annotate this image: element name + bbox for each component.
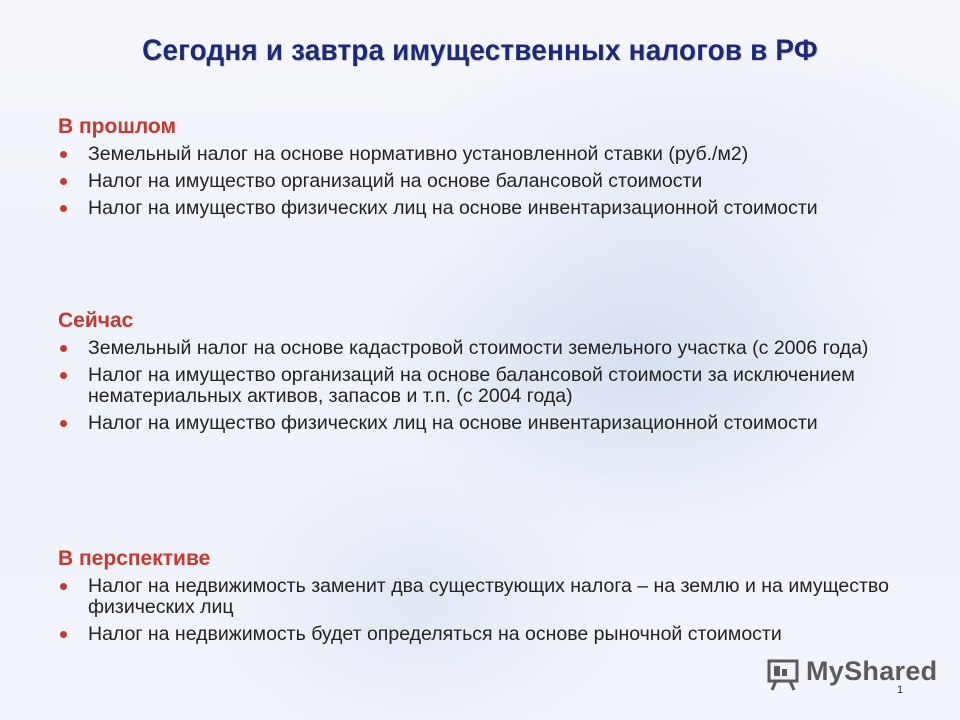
page-number: 1 <box>897 684 904 696</box>
bullet-icon <box>60 151 67 158</box>
bullet-icon <box>60 345 67 352</box>
section-now <box>58 308 918 440</box>
list-item <box>58 576 918 618</box>
list-item-text: Земельный налог на основе нормативно установленной ставки (руб./м2) <box>88 143 749 165</box>
list-item <box>58 198 918 219</box>
list-item-text: Налог на имущество физических лиц на основе инвентаризационной стоимости <box>88 412 818 434</box>
list-item-text: Налог на недвижимость заменит два существующих налога – на землю и на имущество физических лиц <box>88 575 889 618</box>
bullet-icon <box>60 583 67 590</box>
list-item-text: Земельный налог на основе кадастровой стоимости земельного участка (с 2006 года) <box>88 337 869 359</box>
watermark-text: MyShared <box>806 656 938 686</box>
list-item <box>58 171 918 192</box>
bullet-icon <box>60 178 67 185</box>
bullet-list <box>58 144 918 219</box>
presentation-board-icon <box>766 658 800 692</box>
list-item <box>58 365 918 407</box>
list-item-text: Налог на имущество организаций на основе балансовой стоимости за исключением нематериальных активов, запасов и т.п. (с 2004 года) <box>88 364 855 407</box>
bullet-icon <box>60 205 67 212</box>
list-item-text: Налог на имущество физических лиц на основе инвентаризационной стоимости <box>88 197 818 219</box>
list-item-text: Налог на недвижимость будет определяться на основе рыночной стоимости <box>88 623 782 645</box>
bullet-icon <box>60 372 67 379</box>
section-heading: В прошлом <box>58 115 176 138</box>
section-heading: В перспективе <box>58 547 211 570</box>
bullet-list <box>58 576 918 645</box>
list-item <box>58 413 918 434</box>
list-item <box>58 338 918 359</box>
bullet-icon <box>60 631 67 638</box>
slide-title: Сегодня и завтра имущественных налогов в РФ <box>142 34 818 67</box>
section-future <box>58 546 918 651</box>
list-item-text: Налог на имущество организаций на основе балансовой стоимости <box>88 170 703 192</box>
list-item <box>58 624 918 645</box>
list-item <box>58 144 918 165</box>
bullet-icon <box>60 420 67 427</box>
section-past <box>58 114 918 225</box>
bullet-list <box>58 338 918 434</box>
section-heading: Сейчас <box>58 309 134 332</box>
